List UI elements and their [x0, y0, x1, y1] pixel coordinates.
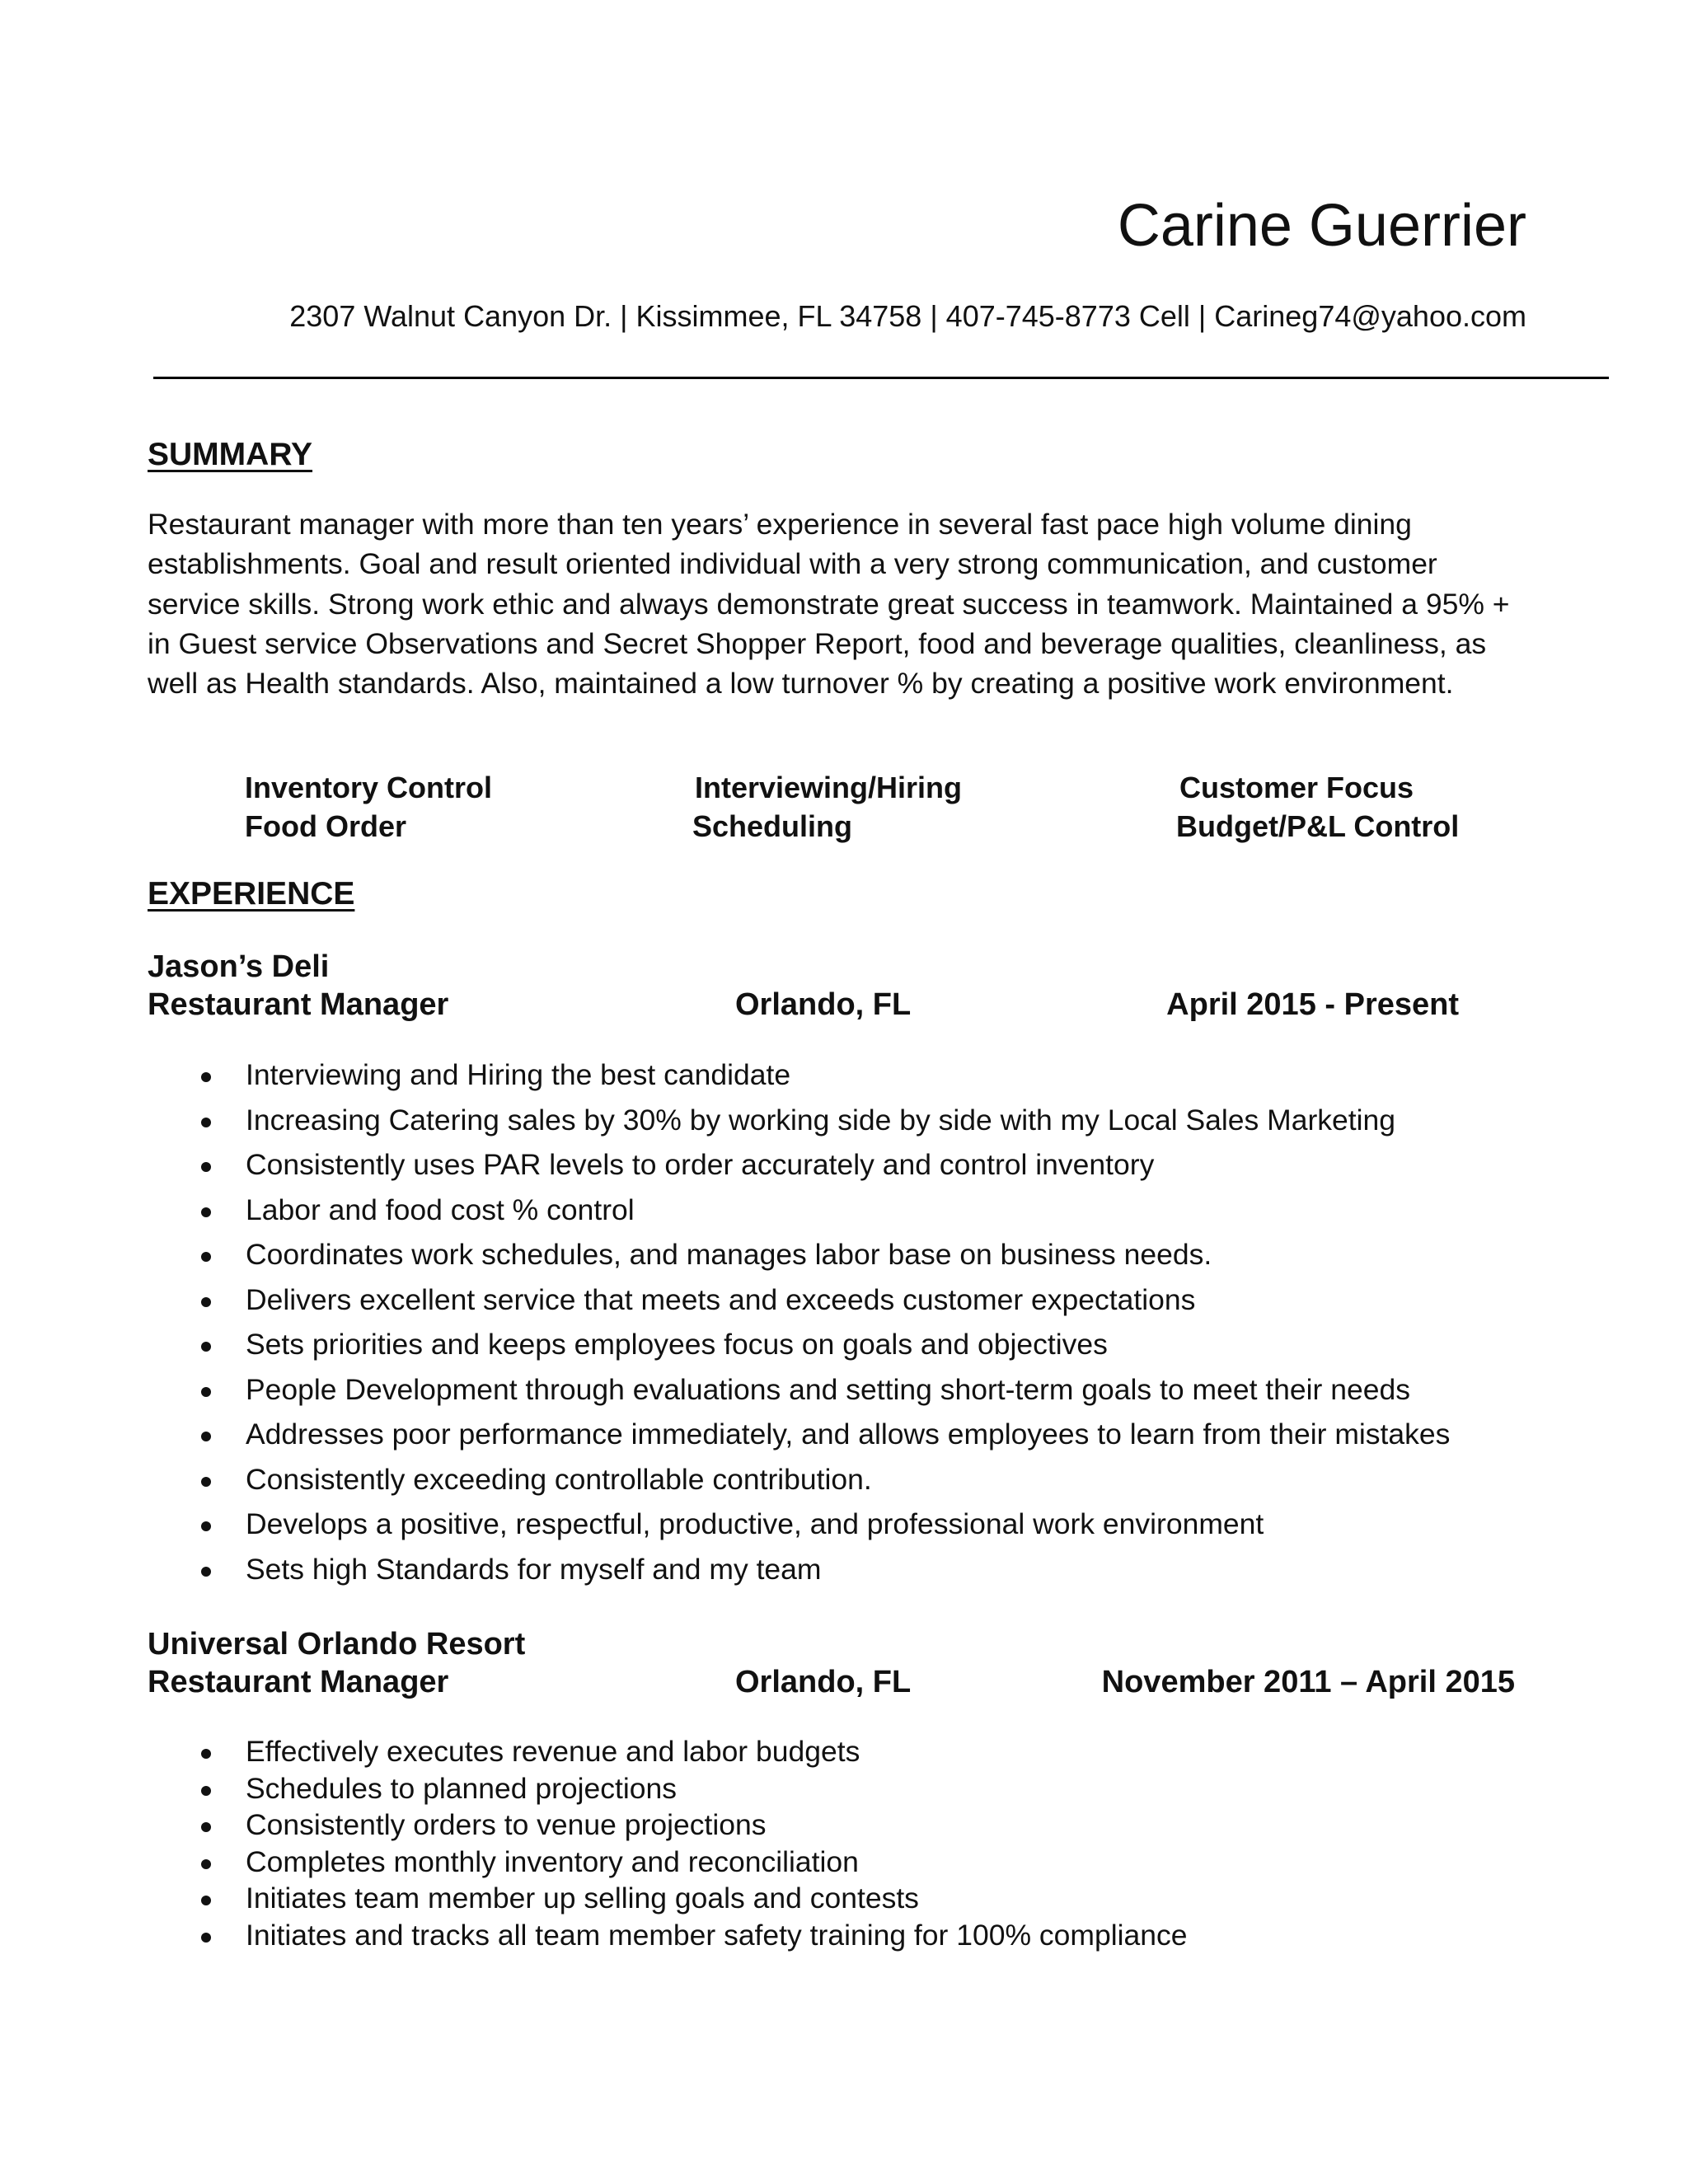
list-item: Effectively executes revenue and labor budgets [201, 1737, 1187, 1774]
list-item: Consistently exceeding controllable contribution. [201, 1465, 1450, 1511]
skill-item: Inventory Control [245, 771, 493, 804]
list-item: Develops a positive, respectful, productive, and professional work environment [201, 1510, 1450, 1555]
job-title: Restaurant Manager [148, 987, 449, 1022]
job-dates: November 2011 – April 2015 [1101, 1665, 1515, 1699]
list-item: Addresses poor performance immediately, and allows employees to learn from their mistakes [201, 1420, 1450, 1465]
skill-item: Scheduling [692, 809, 853, 843]
list-item: Coordinates work schedules, and manages labor base on business needs. [201, 1240, 1450, 1286]
experience-heading: EXPERIENCE [148, 876, 355, 912]
job-company: Universal Orlando Resort [148, 1627, 526, 1661]
header-divider [153, 377, 1609, 379]
job-dates: April 2015 - Present [1166, 987, 1459, 1022]
skill-item: Interviewing/Hiring [695, 771, 963, 804]
contact-line: 2307 Walnut Canyon Dr. | Kissimmee, FL 34758 | 407-745-8773 Cell | Carineg74@yahoo.com [289, 299, 1526, 333]
job-company: Jason’s Deli [148, 949, 330, 984]
job-bullet-list [201, 1737, 1187, 1958]
list-item: Increasing Catering sales by 30% by working side by side with my Local Sales Marketing [201, 1106, 1450, 1151]
list-item: Schedules to planned projections [201, 1774, 1187, 1811]
skill-item: Budget/P&L Control [1176, 809, 1460, 843]
skill-item: Customer Focus [1179, 771, 1414, 804]
list-item: Consistently uses PAR levels to order accurately and control inventory [201, 1151, 1450, 1196]
candidate-name: Carine Guerrier [1117, 193, 1526, 259]
summary-paragraph: Restaurant manager with more than ten years’ experience in several fast pace high volume dining establishments. Goal and result oriented individual with a very strong communication, and customer service skills. Strong work ethic and always demonstrate great success in teamwork. Maintained a 95% + in Guest service Observations and Secret Shopper Report, food and beverage qualities, cleanliness, as well as Health standards. Also, maintained a low turnover % by creating a positive work environment. [148, 508, 1510, 701]
job-bullet-list [201, 1058, 1451, 1600]
list-item: Interviewing and Hiring the best candidate [201, 1061, 1450, 1106]
list-item: Completes monthly inventory and reconciliation [201, 1848, 1187, 1885]
summary-heading: SUMMARY [148, 437, 313, 472]
job-location: Orlando, FL [735, 987, 912, 1022]
list-item: Consistently orders to venue projections [201, 1811, 1187, 1848]
list-item: Sets priorities and keeps employees focus on goals and objectives [201, 1330, 1450, 1376]
list-item: Delivers excellent service that meets and exceeds customer expectations [201, 1286, 1450, 1331]
job-location: Orlando, FL [735, 1665, 912, 1699]
skill-item: Food Order [245, 809, 406, 843]
list-item: Initiates team member up selling goals and contests [201, 1884, 1187, 1921]
list-item: Labor and food cost % control [201, 1196, 1450, 1241]
list-item: Initiates and tracks all team member safety training for 100% compliance [201, 1921, 1187, 1958]
list-item: Sets high Standards for myself and my team [201, 1555, 1450, 1601]
list-item: People Development through evaluations and setting short-term goals to meet their needs [201, 1376, 1450, 1421]
job-title: Restaurant Manager [148, 1665, 449, 1699]
